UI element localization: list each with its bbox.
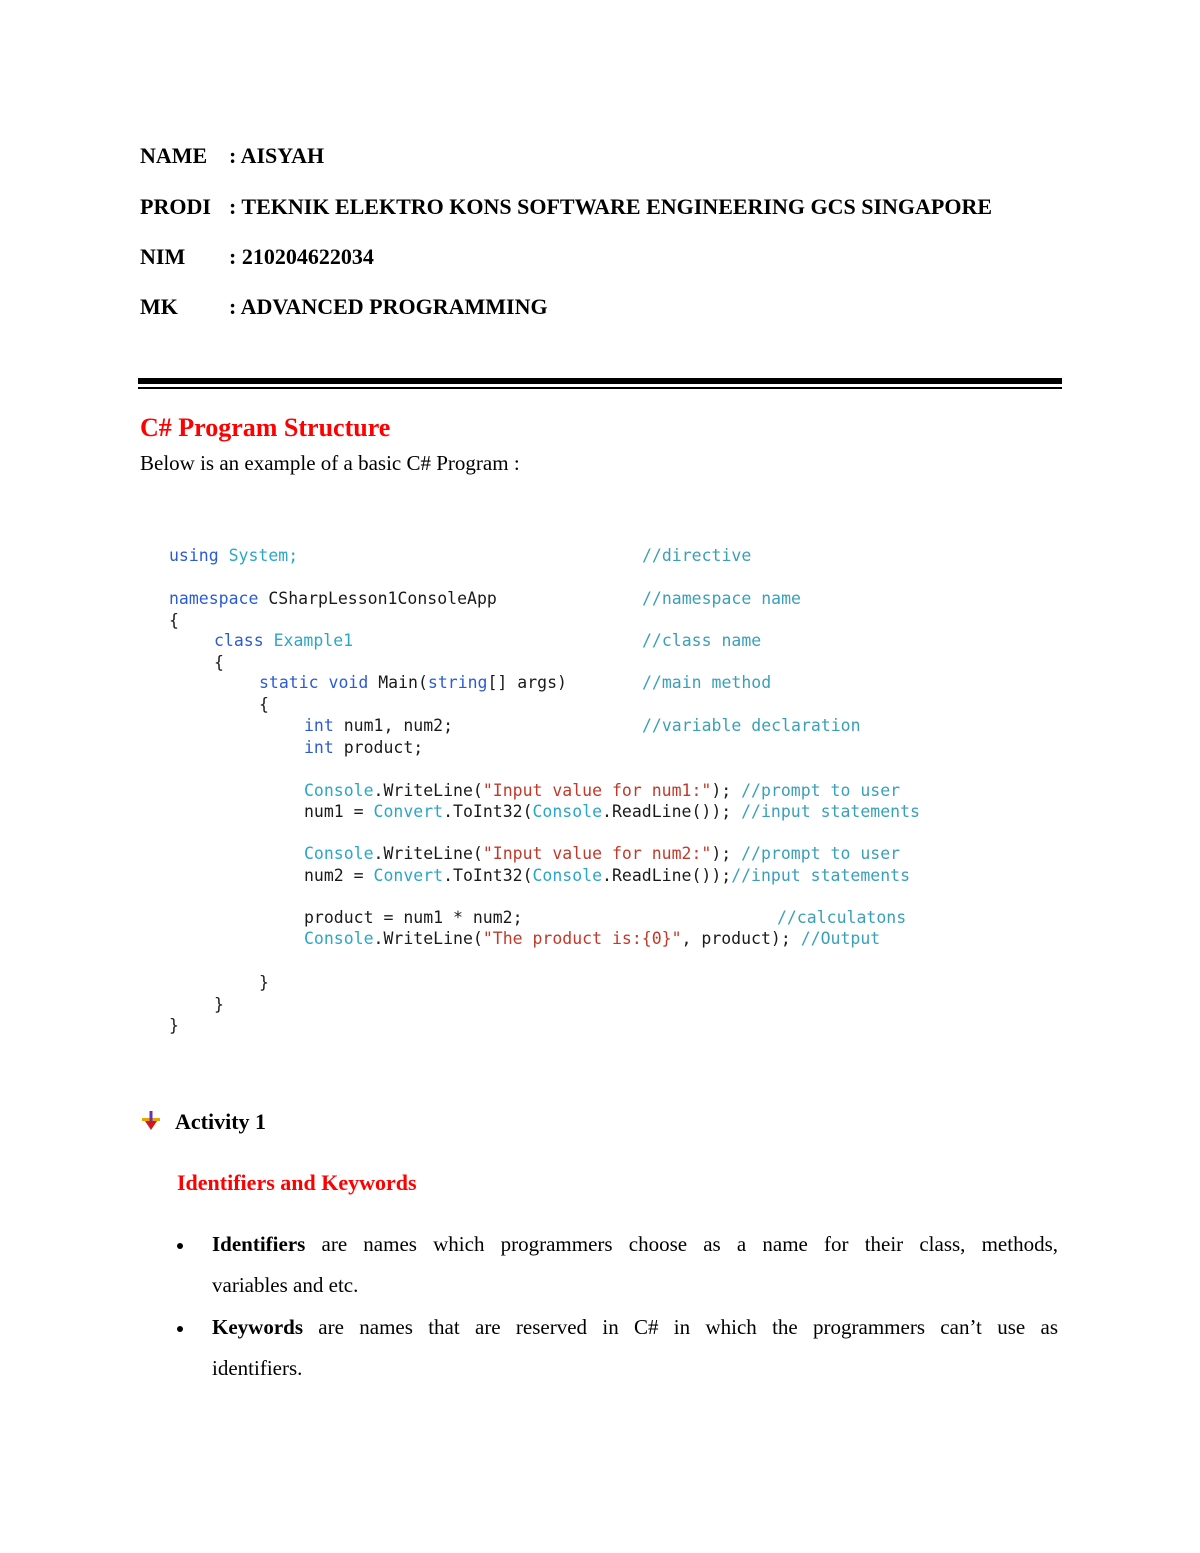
code-comment: //Output (800, 929, 881, 948)
code-token: .ReadLine()); (602, 802, 742, 821)
code-line (169, 588, 497, 610)
code-type: Convert (373, 866, 444, 885)
code-token: num1, num2; (333, 716, 454, 735)
code-line (304, 737, 423, 759)
info-name-row (140, 143, 324, 169)
code-comment: //namespace name (642, 589, 801, 608)
code-brace: { (214, 653, 224, 672)
code-type: Console (532, 866, 603, 885)
code-type: Convert (373, 802, 444, 821)
code-comment: //prompt to user (741, 781, 901, 800)
code-brace: } (259, 973, 269, 992)
info-mk-row (140, 294, 548, 320)
code-keyword: static void (259, 673, 369, 692)
header-divider-thick (138, 378, 1062, 384)
list-item-text-cont: identifiers. (212, 1356, 303, 1380)
header-divider-thin (138, 387, 1062, 389)
code-token: , product); (681, 929, 801, 948)
code-comment: //main method (642, 673, 772, 692)
info-label: PRODI (140, 194, 211, 219)
code-token: ); (711, 781, 742, 800)
code-token: .WriteLine( (373, 781, 483, 800)
info-value: : ADVANCED PROGRAMMING (229, 294, 548, 319)
info-value: : AISYAH (229, 143, 325, 168)
code-token: [] args) (487, 673, 567, 692)
code-token: num1 = (304, 802, 374, 821)
code-token: .ToInt32( (443, 866, 533, 885)
activity-title: Activity 1 (175, 1109, 267, 1134)
code-token: Main( (368, 673, 428, 692)
code-type: Console (532, 802, 603, 821)
list-item-term: Keywords (212, 1315, 303, 1339)
code-token: num2 = (304, 866, 374, 885)
list-item-text: are names that are reserved in C# in which the programmers can’t use as (303, 1315, 1058, 1339)
code-comment: //input statements (741, 802, 920, 821)
code-line (304, 780, 900, 802)
code-type: Console (304, 781, 374, 800)
code-comment: //class name (642, 631, 762, 650)
code-token: .ReadLine()); (602, 866, 732, 885)
info-label: NIM (140, 244, 186, 269)
code-token: System; (218, 546, 299, 565)
info-nim-row (140, 244, 374, 270)
code-keyword: using (169, 546, 219, 565)
code-type: Console (304, 929, 374, 948)
code-line (304, 715, 453, 737)
list-item-line (212, 1307, 1058, 1348)
code-type: Console (304, 844, 374, 863)
code-comment: //prompt to user (741, 844, 901, 863)
code-sample (169, 545, 1049, 1040)
code-brace: { (259, 695, 269, 714)
code-comment: //calculatons (777, 908, 907, 927)
code-token: Example1 (263, 631, 354, 650)
code-string: "Input value for num1:" (482, 781, 712, 800)
code-comment: //input statements (731, 866, 910, 885)
list-item-text-cont: variables and etc. (212, 1273, 359, 1297)
info-value: : TEKNIK ELEKTRO KONS SOFTWARE ENGINEERING GCS SINGAPORE (229, 194, 993, 219)
code-keyword: int (304, 716, 334, 735)
code-comment: //variable declaration (642, 716, 861, 735)
info-label: NAME (140, 143, 208, 168)
info-prodi-row (140, 194, 992, 220)
code-token: ); (711, 844, 742, 863)
section-intro: Below is an example of a basic C# Program : (140, 451, 520, 475)
code-brace: } (214, 995, 224, 1014)
code-string: "Input value for num2:" (482, 844, 712, 863)
list-item (212, 1307, 1058, 1389)
code-brace: } (169, 1016, 179, 1035)
code-comment: //directive (642, 546, 752, 565)
code-token: .WriteLine( (373, 844, 483, 863)
list-item (212, 1224, 1058, 1306)
code-line (214, 630, 353, 652)
code-keyword: class (214, 631, 264, 650)
list-item-text: are names which programmers choose as a name for their class, methods, (305, 1232, 1058, 1256)
activity-heading (140, 1108, 266, 1136)
list-item-line (212, 1224, 1058, 1265)
code-keyword: int (304, 738, 334, 757)
bullet-icon (177, 1243, 183, 1249)
list-item-term: Identifiers (212, 1232, 306, 1256)
code-token: product; (333, 738, 424, 757)
code-line (259, 672, 567, 694)
code-keyword: string (427, 673, 488, 692)
code-line (304, 928, 880, 950)
code-line (169, 545, 298, 567)
down-arrow-icon (140, 1110, 162, 1132)
code-token: .ToInt32( (443, 802, 533, 821)
code-line (304, 801, 920, 823)
info-value: : 210204622034 (229, 244, 374, 269)
code-line (304, 865, 910, 887)
code-keyword: namespace (169, 589, 259, 608)
code-string: "The product is:{0}" (482, 929, 682, 948)
code-line: product = num1 * num2; (304, 908, 523, 927)
bullet-icon (177, 1326, 183, 1332)
code-token: .WriteLine( (373, 929, 483, 948)
code-line (304, 843, 900, 865)
code-token: CSharpLesson1ConsoleApp (258, 589, 497, 608)
section-title: C# Program Structure (140, 413, 391, 442)
info-label: MK (140, 294, 178, 319)
code-brace: { (169, 611, 179, 630)
activity-subtitle: Identifiers and Keywords (177, 1170, 417, 1195)
